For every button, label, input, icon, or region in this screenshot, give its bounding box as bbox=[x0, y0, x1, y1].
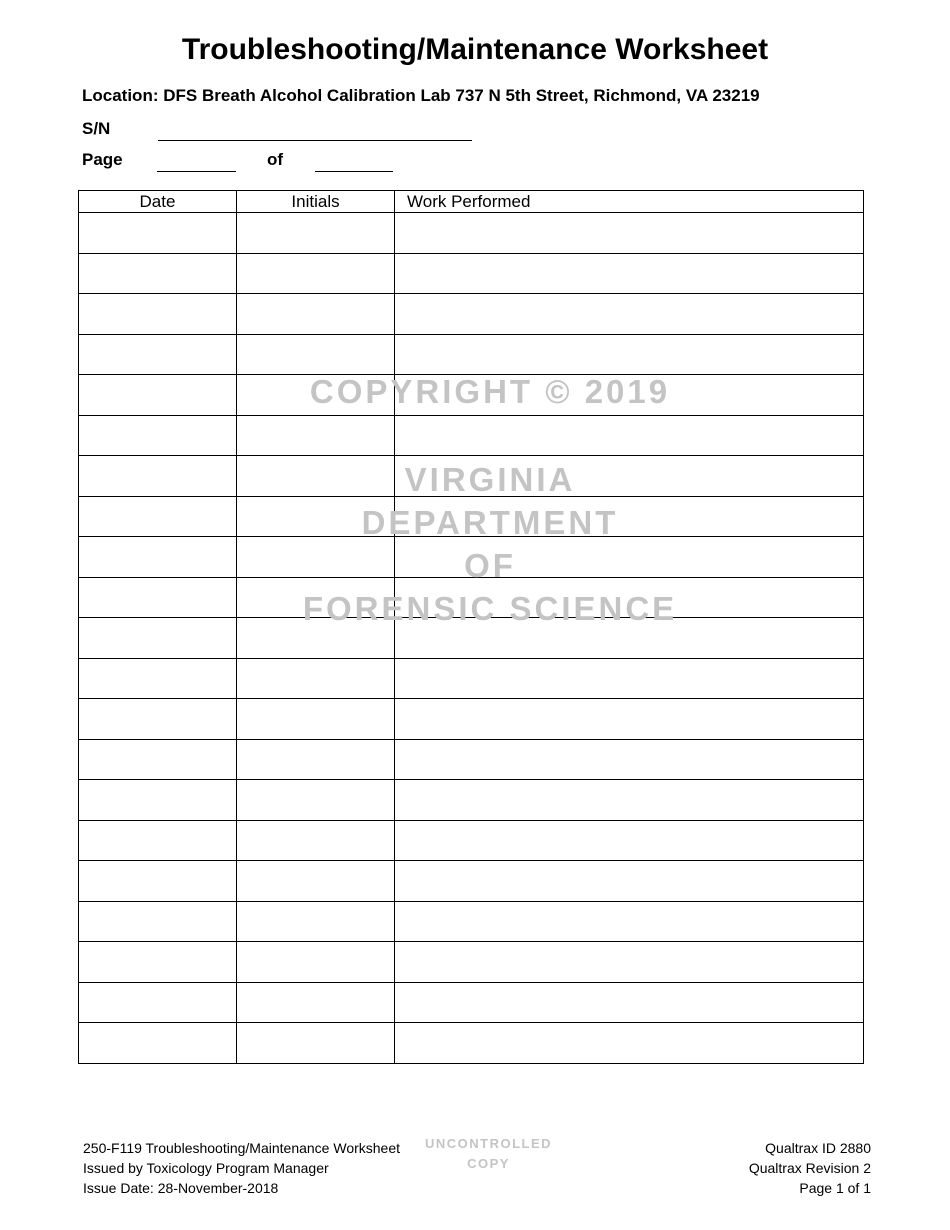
initials-cell[interactable] bbox=[237, 415, 395, 456]
date-cell[interactable] bbox=[79, 780, 237, 821]
footer-left bbox=[83, 1138, 400, 1198]
page-number-field-line[interactable] bbox=[157, 171, 236, 172]
date-cell[interactable] bbox=[79, 1023, 237, 1064]
watermark-virginia: VIRGINIA bbox=[404, 461, 576, 498]
initials-cell[interactable] bbox=[237, 699, 395, 740]
sn-label: S/N bbox=[82, 119, 111, 138]
work-performed-cell[interactable] bbox=[395, 820, 864, 861]
work-performed-cell[interactable] bbox=[395, 780, 864, 821]
column-header-work-performed: Work Performed bbox=[395, 191, 864, 213]
initials-cell[interactable] bbox=[237, 820, 395, 861]
page-label: Page bbox=[82, 150, 123, 169]
watermark-copyright: COPYRIGHT © 2019 bbox=[309, 373, 671, 410]
footer-right bbox=[749, 1138, 871, 1198]
date-cell[interactable] bbox=[79, 658, 237, 699]
table-row bbox=[79, 334, 864, 375]
footer-form-name: 250-F119 Troubleshooting/Maintenance Worksheet bbox=[83, 1140, 401, 1156]
initials-cell[interactable] bbox=[237, 861, 395, 902]
table-row bbox=[79, 942, 864, 983]
date-cell[interactable] bbox=[79, 415, 237, 456]
work-performed-cell[interactable] bbox=[395, 213, 864, 254]
table-row bbox=[79, 253, 864, 294]
date-cell[interactable] bbox=[79, 699, 237, 740]
table-row bbox=[79, 982, 864, 1023]
date-cell[interactable] bbox=[79, 982, 237, 1023]
work-performed-cell[interactable] bbox=[395, 658, 864, 699]
footer-issue-date: Issue Date: 28-November-2018 bbox=[83, 1180, 279, 1196]
date-cell[interactable] bbox=[79, 334, 237, 375]
of-label: of bbox=[267, 150, 284, 169]
table-row bbox=[79, 1023, 864, 1064]
table-body bbox=[79, 213, 864, 1064]
initials-cell[interactable] bbox=[237, 982, 395, 1023]
date-cell[interactable] bbox=[79, 820, 237, 861]
footer-page-info: Page 1 of 1 bbox=[799, 1180, 871, 1196]
date-cell[interactable] bbox=[79, 901, 237, 942]
work-performed-cell[interactable] bbox=[395, 901, 864, 942]
work-performed-cell[interactable] bbox=[395, 699, 864, 740]
table-row bbox=[79, 415, 864, 456]
column-header-initials: Initials bbox=[237, 191, 395, 213]
table-row bbox=[79, 820, 864, 861]
footer-issued-by: Issued by Toxicology Program Manager bbox=[83, 1160, 329, 1176]
date-cell[interactable] bbox=[79, 861, 237, 902]
initials-cell[interactable] bbox=[237, 780, 395, 821]
work-performed-cell[interactable] bbox=[395, 739, 864, 780]
watermark-department: DEPARTMENT bbox=[361, 504, 619, 541]
column-header-date: Date bbox=[79, 191, 237, 213]
date-cell[interactable] bbox=[79, 213, 237, 254]
footer-qualtrax-revision: Qualtrax Revision 2 bbox=[748, 1160, 871, 1176]
work-performed-cell[interactable] bbox=[395, 942, 864, 983]
watermark-of: OF bbox=[464, 547, 516, 584]
initials-cell[interactable] bbox=[237, 739, 395, 780]
location-text: Location: DFS Breath Alcohol Calibration Lab 737 N 5th Street, Richmond, VA 23219 bbox=[82, 86, 760, 105]
table-row bbox=[79, 739, 864, 780]
initials-cell[interactable] bbox=[237, 942, 395, 983]
initials-cell[interactable] bbox=[237, 901, 395, 942]
work-performed-cell[interactable] bbox=[395, 982, 864, 1023]
table-row bbox=[79, 901, 864, 942]
table-row bbox=[79, 213, 864, 254]
sn-field-line[interactable] bbox=[158, 140, 472, 141]
work-performed-cell[interactable] bbox=[395, 253, 864, 294]
work-performed-cell[interactable] bbox=[395, 861, 864, 902]
watermark-forensic-science: FORENSIC SCIENCE bbox=[302, 590, 678, 627]
date-cell[interactable] bbox=[79, 294, 237, 335]
page-total-field-line[interactable] bbox=[315, 171, 393, 172]
table-row bbox=[79, 861, 864, 902]
work-performed-cell[interactable] bbox=[395, 334, 864, 375]
initials-cell[interactable] bbox=[237, 253, 395, 294]
table-row bbox=[79, 780, 864, 821]
uncontrolled-copy-stamp bbox=[421, 1134, 556, 1174]
initials-cell[interactable] bbox=[237, 294, 395, 335]
stamp-line-copy: COPY bbox=[467, 1156, 510, 1171]
initials-cell[interactable] bbox=[237, 213, 395, 254]
table-header-row bbox=[79, 191, 864, 213]
table-row bbox=[79, 294, 864, 335]
initials-cell[interactable] bbox=[237, 1023, 395, 1064]
work-performed-cell[interactable] bbox=[395, 1023, 864, 1064]
initials-cell[interactable] bbox=[237, 658, 395, 699]
date-cell[interactable] bbox=[79, 942, 237, 983]
initials-cell[interactable] bbox=[237, 334, 395, 375]
page-title: Troubleshooting/Maintenance Worksheet bbox=[181, 33, 769, 66]
table-row bbox=[79, 699, 864, 740]
table-row bbox=[79, 658, 864, 699]
date-cell[interactable] bbox=[79, 253, 237, 294]
work-performed-cell[interactable] bbox=[395, 415, 864, 456]
work-performed-cell[interactable] bbox=[395, 294, 864, 335]
date-cell[interactable] bbox=[79, 739, 237, 780]
stamp-line-uncontrolled: UNCONTROLLED bbox=[424, 1136, 553, 1151]
footer-qualtrax-id: Qualtrax ID 2880 bbox=[765, 1140, 871, 1156]
